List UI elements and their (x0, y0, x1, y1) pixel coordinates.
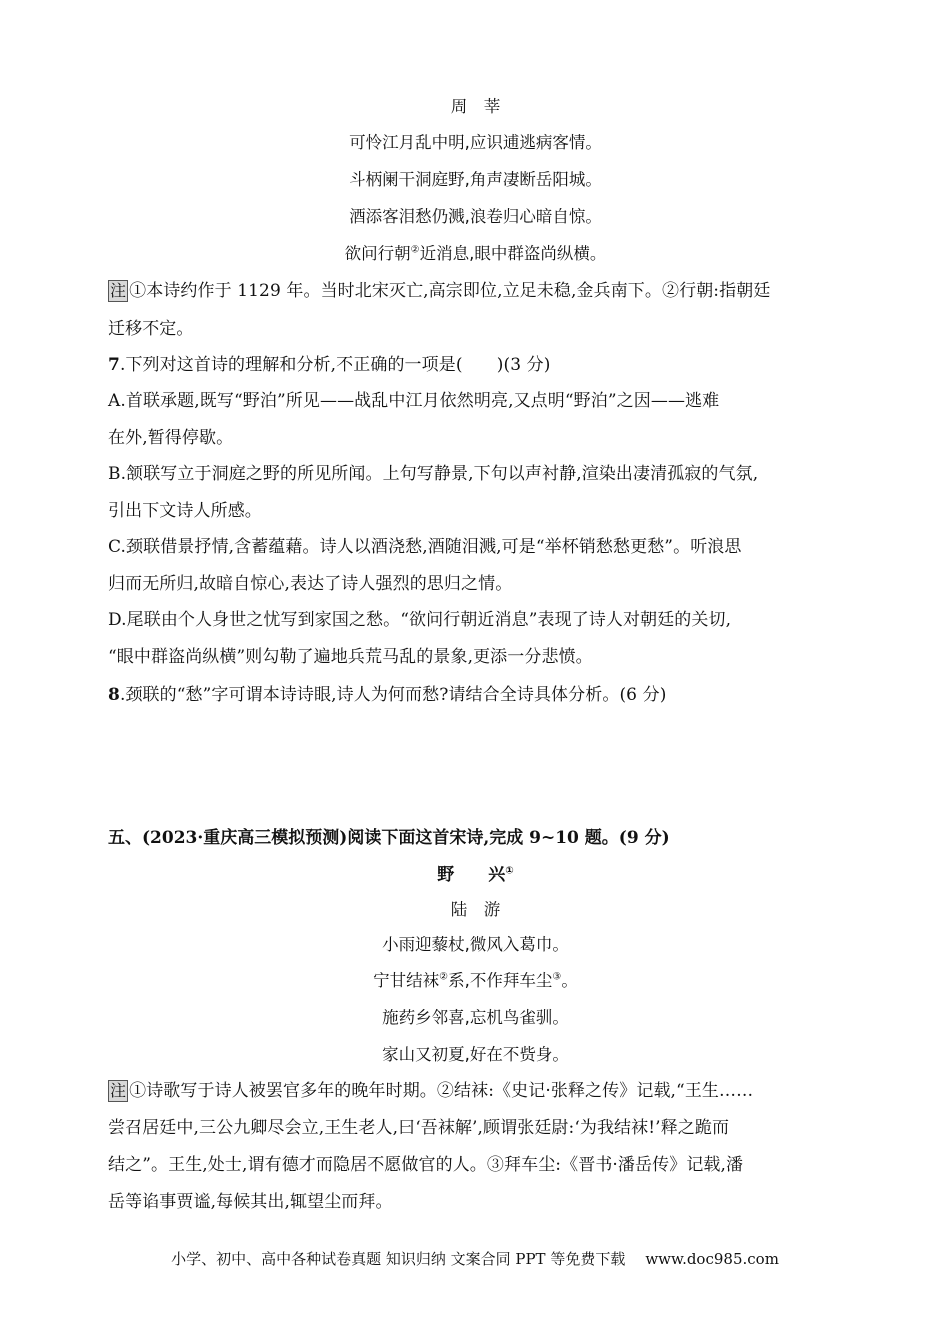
q7-option-c-line-1: C.颈联借景抒情,含蓄蕴藉。诗人以酒浇愁,酒随泪溅,可是“举杯销愁愁更愁”。听浪思 (108, 537, 742, 557)
poem2-title: 野 兴① (437, 865, 514, 885)
poem1-line-4: 欲问行朝②近消息,眼中群盗尚纵横。 (344, 244, 607, 263)
document-page (108, 0, 843, 1344)
page-footer (0, 1248, 950, 1269)
note2-line-1: 注 ①诗歌写于诗人被罢官多年的晚年时期。②结袜:《史记·张释之传》记载,“王生…… (110, 1081, 754, 1101)
q7-option-c-line-2: 归而无所归,故暗自惊心,表达了诗人强烈的思归之情。 (108, 574, 513, 594)
note-tag: 注 (110, 281, 127, 300)
q7-option-d-line-1: D.尾联由个人身世之忧写到家国之愁。“欲问行朝近消息”表现了诗人对朝廷的关切, (108, 610, 732, 630)
q7-stem: 7.下列对这首诗的理解和分析,不正确的一项是( )(3 分) (108, 355, 551, 375)
note1-line-2: 迁移不定。 (108, 319, 194, 339)
note-tag: 注 (110, 1081, 127, 1100)
note1-line-1: 注 ①本诗约作于 1129 年。当时北宋灭亡,高宗即位,立足未稳,金兵南下。②行朝:指朝廷 (110, 281, 771, 301)
poem1-line-2: 斗柄阑干洞庭野,角声凄断岳阳城。 (349, 170, 602, 189)
poem2-line-3: 施药乡邻喜,忘机鸟雀驯。 (382, 1008, 569, 1027)
q7-option-a-line-1: A.首联承题,既写“野泊”所见——战乱中江月依然明亮,又点明“野泊”之因——逃难 (108, 391, 720, 411)
note2-line-4: 岳等谄事贾谧,每候其出,辄望尘而拜。 (108, 1192, 393, 1212)
poem2-line-2: 宁甘结袜②系,不作拜车尘③。 (373, 971, 578, 990)
footnote-mark: ① (505, 865, 514, 877)
footnote-mark: ③ (552, 971, 562, 983)
note2-line-2: 尝召居廷中,三公九卿尽会立,王生老人,曰‘吾袜解’,顾谓张廷尉:‘为我结袜!’释之跪而 (108, 1118, 730, 1138)
q7-option-b-line-1: B.颔联写立于洞庭之野的所见所闻。上句写静景,下句以声衬静,渲染出凄清孤寂的气氛, (108, 464, 759, 484)
q7-option-a-line-2: 在外,暂得停歇。 (108, 428, 234, 448)
footnote-mark: ② (439, 971, 449, 983)
poem1-line-3: 酒添客泪愁仍溅,浪卷归心暗自惊。 (349, 207, 602, 226)
poem2-line-4: 家山又初夏,好在不赀身。 (382, 1045, 569, 1064)
q8-number: 8 (108, 685, 120, 705)
poem1-line-1: 可怜江月乱中明,应识逋逃病客情。 (349, 133, 602, 152)
q7-option-d-line-2: “眼中群盗尚纵横”则勾勒了遍地兵荒马乱的景象,更添一分悲愤。 (108, 647, 593, 667)
poem2-line-1: 小雨迎藜杖,微风入葛巾。 (382, 935, 569, 954)
q7-option-b-line-2: 引出下文诗人所感。 (108, 501, 262, 521)
section5-heading: 五、(2023·重庆高三模拟预测)阅读下面这首宋诗,完成 9~10 题。(9 分) (108, 828, 670, 848)
footer-url[interactable]: www.doc985.com (645, 1250, 779, 1268)
footer-text: 小学、初中、高中各种试卷真题 知识归纳 文案合同 PPT 等免费下载 (171, 1250, 626, 1268)
q7-number: 7 (108, 355, 120, 375)
poem2-author: 陆 游 (450, 900, 501, 919)
q8-stem: 8.颈联的“愁”字可谓本诗诗眼,诗人为何而愁?请结合全诗具体分析。(6 分) (108, 685, 667, 705)
footnote-mark: ② (410, 244, 420, 256)
note2-line-3: 结之”。王生,处士,谓有德才而隐居不愿做官的人。③拜车尘:《晋书·潘岳传》记载,潘 (108, 1155, 744, 1175)
poem1-author: 周 莘 (450, 97, 501, 116)
